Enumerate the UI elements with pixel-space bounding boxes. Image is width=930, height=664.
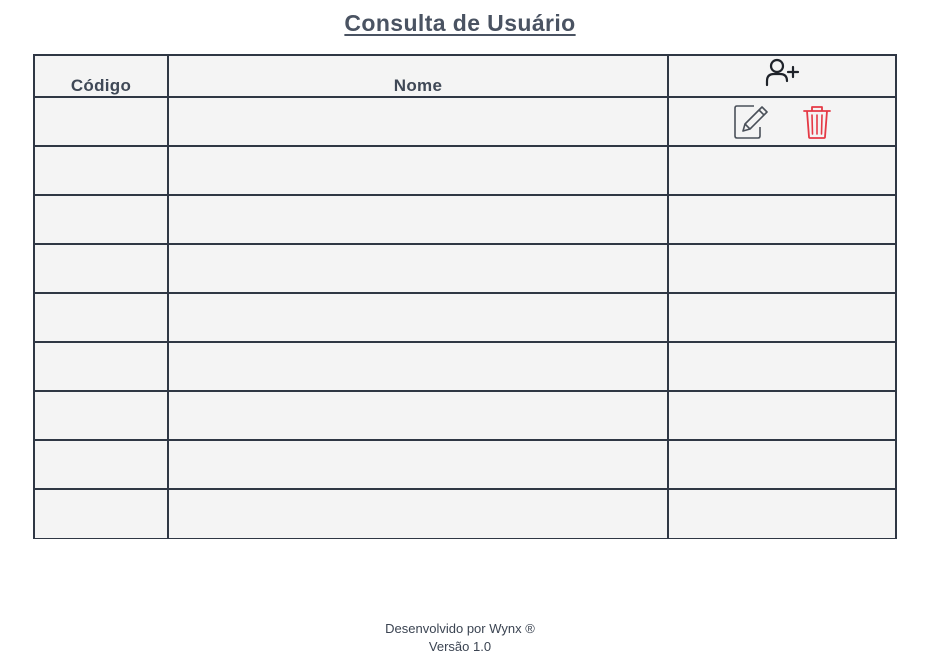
cell-name [168, 342, 668, 391]
cell-actions [668, 293, 895, 342]
cell-name [168, 440, 668, 489]
cell-actions [668, 489, 895, 538]
cell-actions [668, 146, 895, 195]
cell-code [35, 97, 168, 146]
page-title: Consulta de Usuário [344, 10, 576, 36]
table-row[interactable] [35, 391, 895, 440]
cell-code [35, 195, 168, 244]
cell-name [168, 391, 668, 440]
edit-document-icon [732, 103, 770, 141]
cell-actions [668, 342, 895, 391]
cell-name [168, 489, 668, 538]
users-table [33, 54, 897, 539]
column-header-name: Nome [168, 56, 668, 97]
table-row[interactable] [35, 489, 895, 538]
cell-code [35, 391, 168, 440]
cell-name [168, 244, 668, 293]
cell-actions [668, 244, 895, 293]
cell-code [35, 342, 168, 391]
table-header-row [35, 56, 895, 97]
cell-code [35, 146, 168, 195]
footer-developer: Desenvolvido por Wynx ® [385, 621, 535, 636]
cell-actions [668, 97, 895, 146]
cell-actions [668, 440, 895, 489]
table-row[interactable] [35, 195, 895, 244]
table-row[interactable] [35, 293, 895, 342]
table-row[interactable] [35, 97, 895, 146]
cell-name [168, 195, 668, 244]
add-user-icon [764, 57, 800, 89]
trash-icon [802, 104, 832, 140]
delete-button[interactable] [802, 104, 832, 140]
cell-name [168, 146, 668, 195]
cell-actions [668, 391, 895, 440]
footer [0, 620, 920, 656]
edit-button[interactable] [732, 103, 770, 141]
column-header-actions [668, 56, 895, 97]
cell-code [35, 489, 168, 538]
column-header-code: Código [35, 56, 168, 97]
table-row[interactable] [35, 244, 895, 293]
cell-code [35, 244, 168, 293]
table-row[interactable] [35, 440, 895, 489]
footer-version: Versão 1.0 [428, 639, 492, 654]
table-row[interactable] [35, 342, 895, 391]
cell-code [35, 293, 168, 342]
cell-name [168, 97, 668, 146]
cell-actions [668, 195, 895, 244]
cell-code [35, 440, 168, 489]
table-row[interactable] [35, 146, 895, 195]
add-user-button[interactable] [764, 57, 800, 89]
cell-name [168, 293, 668, 342]
